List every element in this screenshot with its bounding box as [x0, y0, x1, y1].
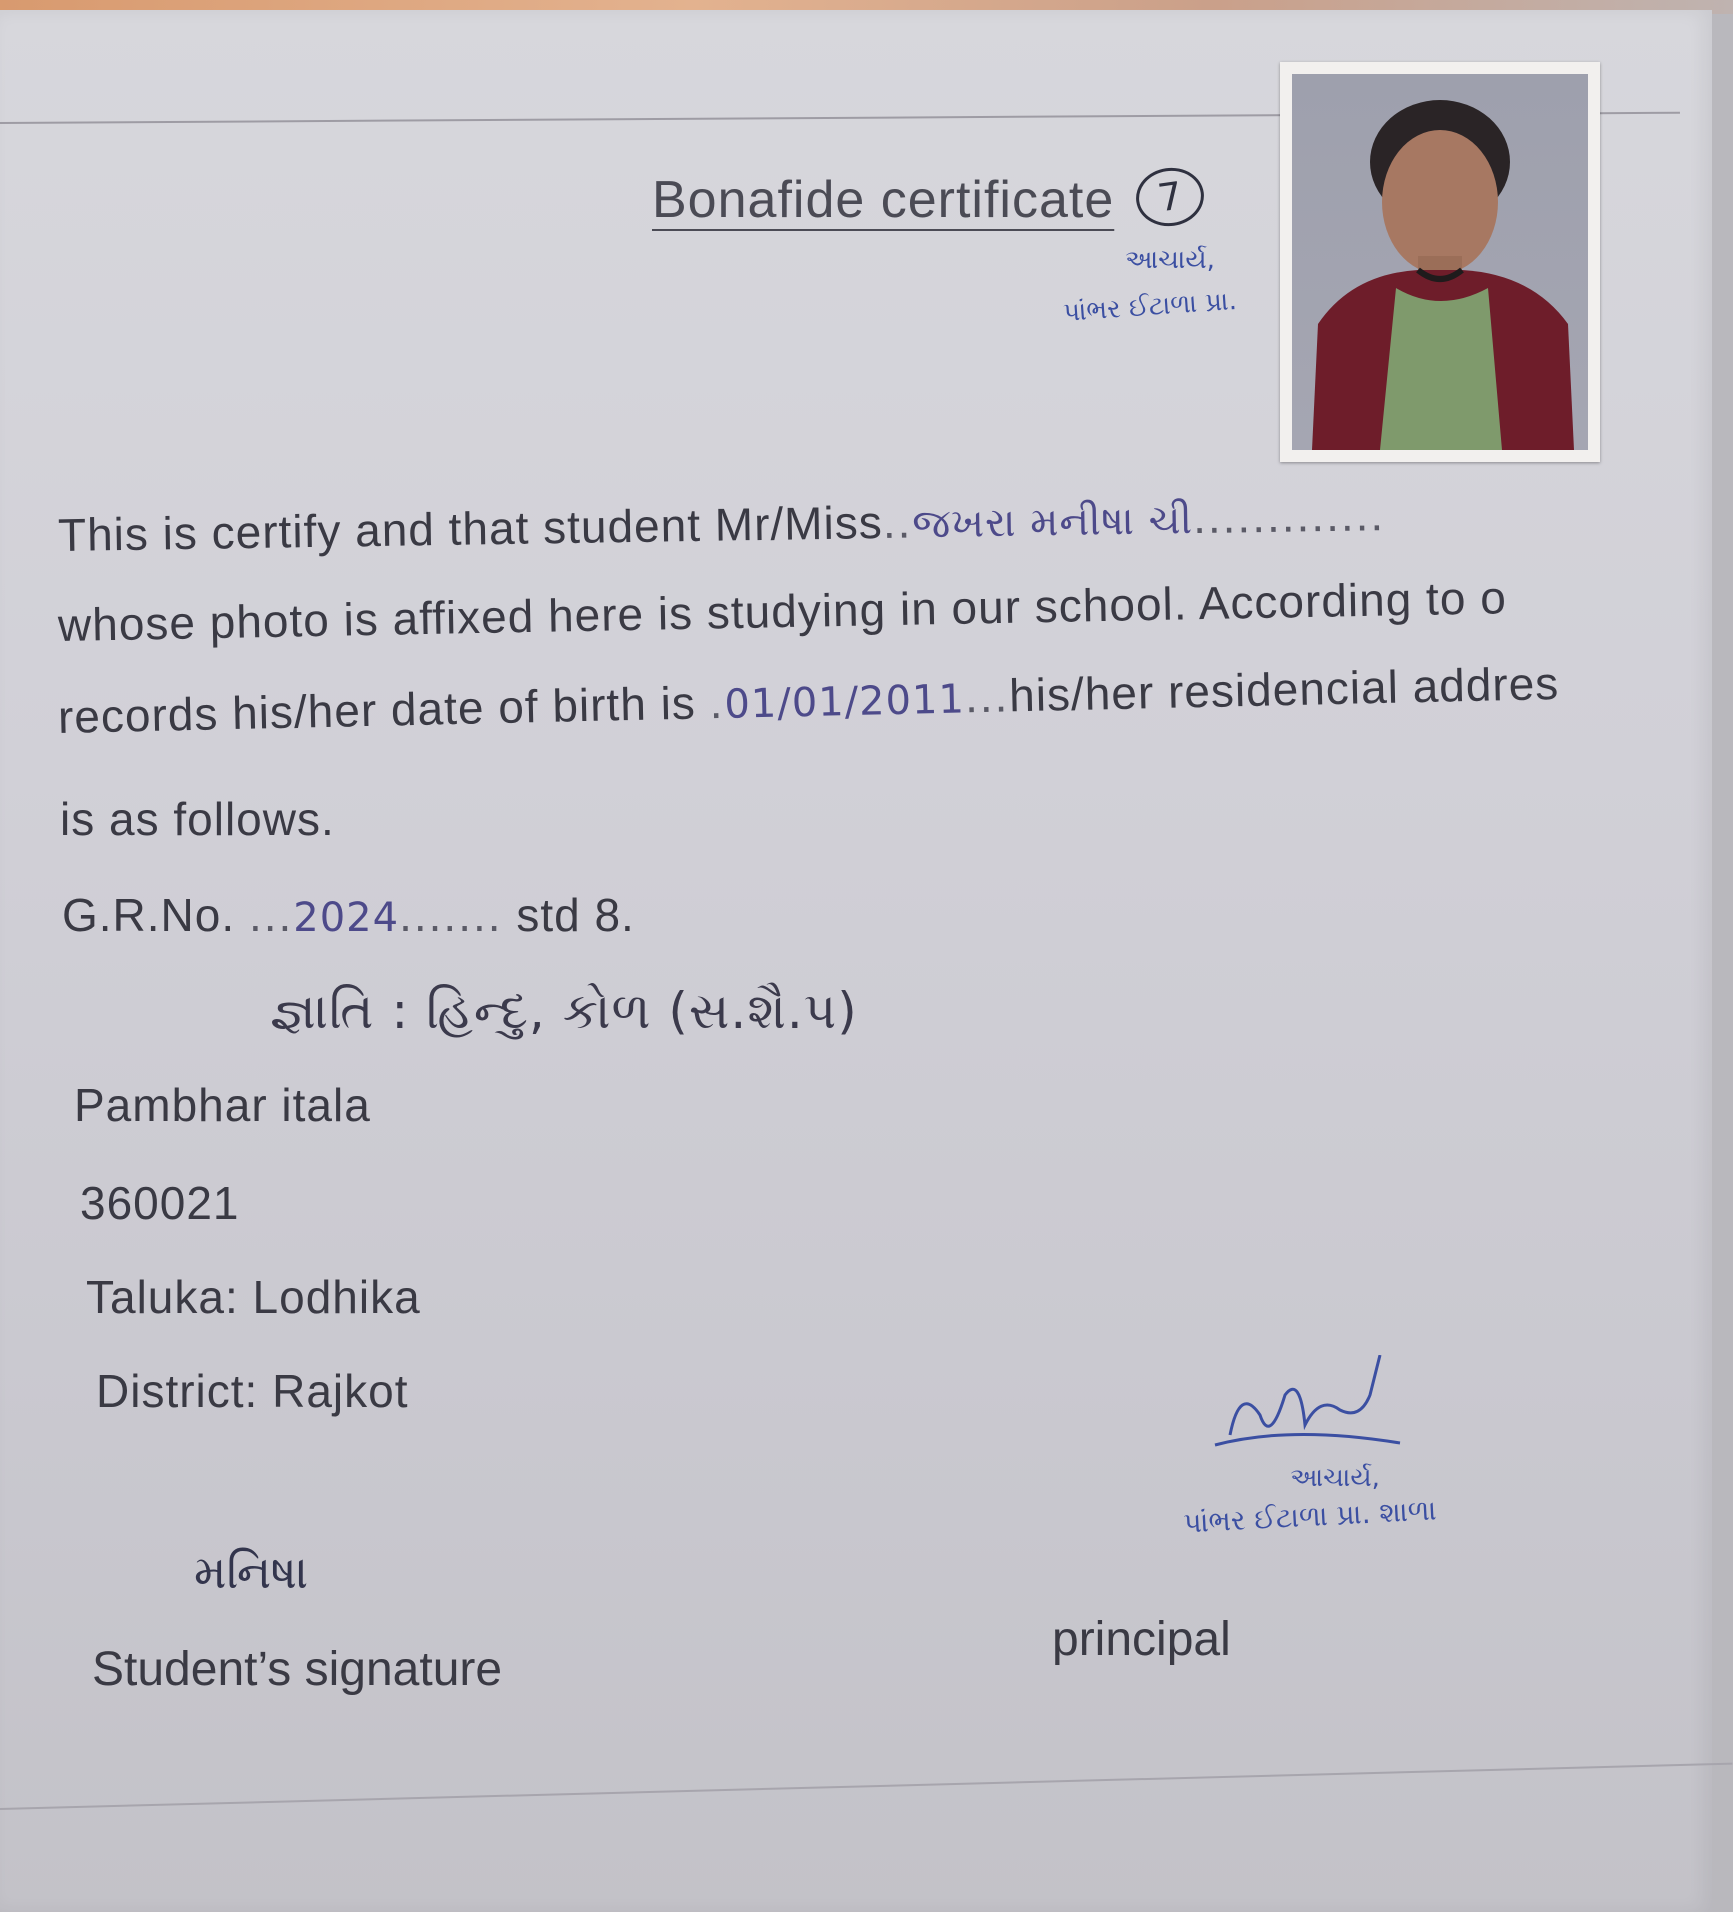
student-name: જખરા મનીષા ચી	[911, 497, 1194, 548]
date-of-birth: 01/01/2011	[723, 676, 966, 728]
principal-label: principal	[1052, 1613, 1231, 1666]
dob-line: records his/her date of birth is .01/01/2011...his/her residencial addres	[57, 656, 1560, 743]
principal-stamp-top	[1000, 245, 1300, 329]
taluka: Taluka: Lodhika	[86, 1271, 421, 1323]
page-number-circle: 7	[1133, 164, 1208, 231]
portrait-icon	[1292, 74, 1588, 450]
student-signature-label: Student’s signature	[92, 1643, 503, 1696]
principal-signature-icon	[1210, 1355, 1410, 1465]
photo-portrait	[1292, 74, 1588, 450]
stamp-school: પાંભર ઈટાળા પ્રા.	[1062, 285, 1238, 329]
gr-label: G.R.No.	[62, 889, 236, 941]
gr-number: 2024	[293, 895, 400, 941]
stamp-role: આચાર્ય,	[1290, 1463, 1380, 1493]
student-signature-handwritten: મનિષા	[194, 1545, 309, 1599]
student-photo	[1280, 62, 1600, 462]
village: Pambhar itala	[74, 1079, 371, 1131]
certificate-paper	[0, 10, 1712, 1912]
title-row	[652, 170, 1204, 230]
principal-stamp-bottom	[1120, 1415, 1500, 1540]
address-prefix: his/her residencial addres	[1008, 656, 1560, 722]
bottom-rule	[0, 1763, 1732, 1810]
certify-text: This is certify and that student Mr/Miss	[57, 496, 884, 561]
follows-line: is as follows.	[60, 793, 335, 845]
standard: std 8.	[516, 889, 635, 941]
caste-handwritten: જ્ઞાતિ : હિન્દુ, કોળ (સ.શૈ.પ)	[270, 982, 858, 1040]
gr-line: G.R.No. ...2024....... std 8.	[62, 889, 635, 941]
certify-line: This is certify and that student Mr/Miss..જખરા મનીષા ચી.............	[57, 488, 1386, 561]
pincode: 360021	[80, 1177, 240, 1229]
certificate-title: Bonafide certificate	[652, 171, 1115, 229]
district: District: Rajkot	[96, 1365, 409, 1417]
stamp-role: આચાર્ય,	[1125, 245, 1215, 275]
photo-line: whose photo is affixed here is studying in our school. According to o	[57, 571, 1508, 651]
dob-prefix: records his/her date of birth is	[57, 676, 697, 743]
stamp-school: પાંભર ઈટાળા પ્રા. શાળા	[1182, 1493, 1438, 1540]
